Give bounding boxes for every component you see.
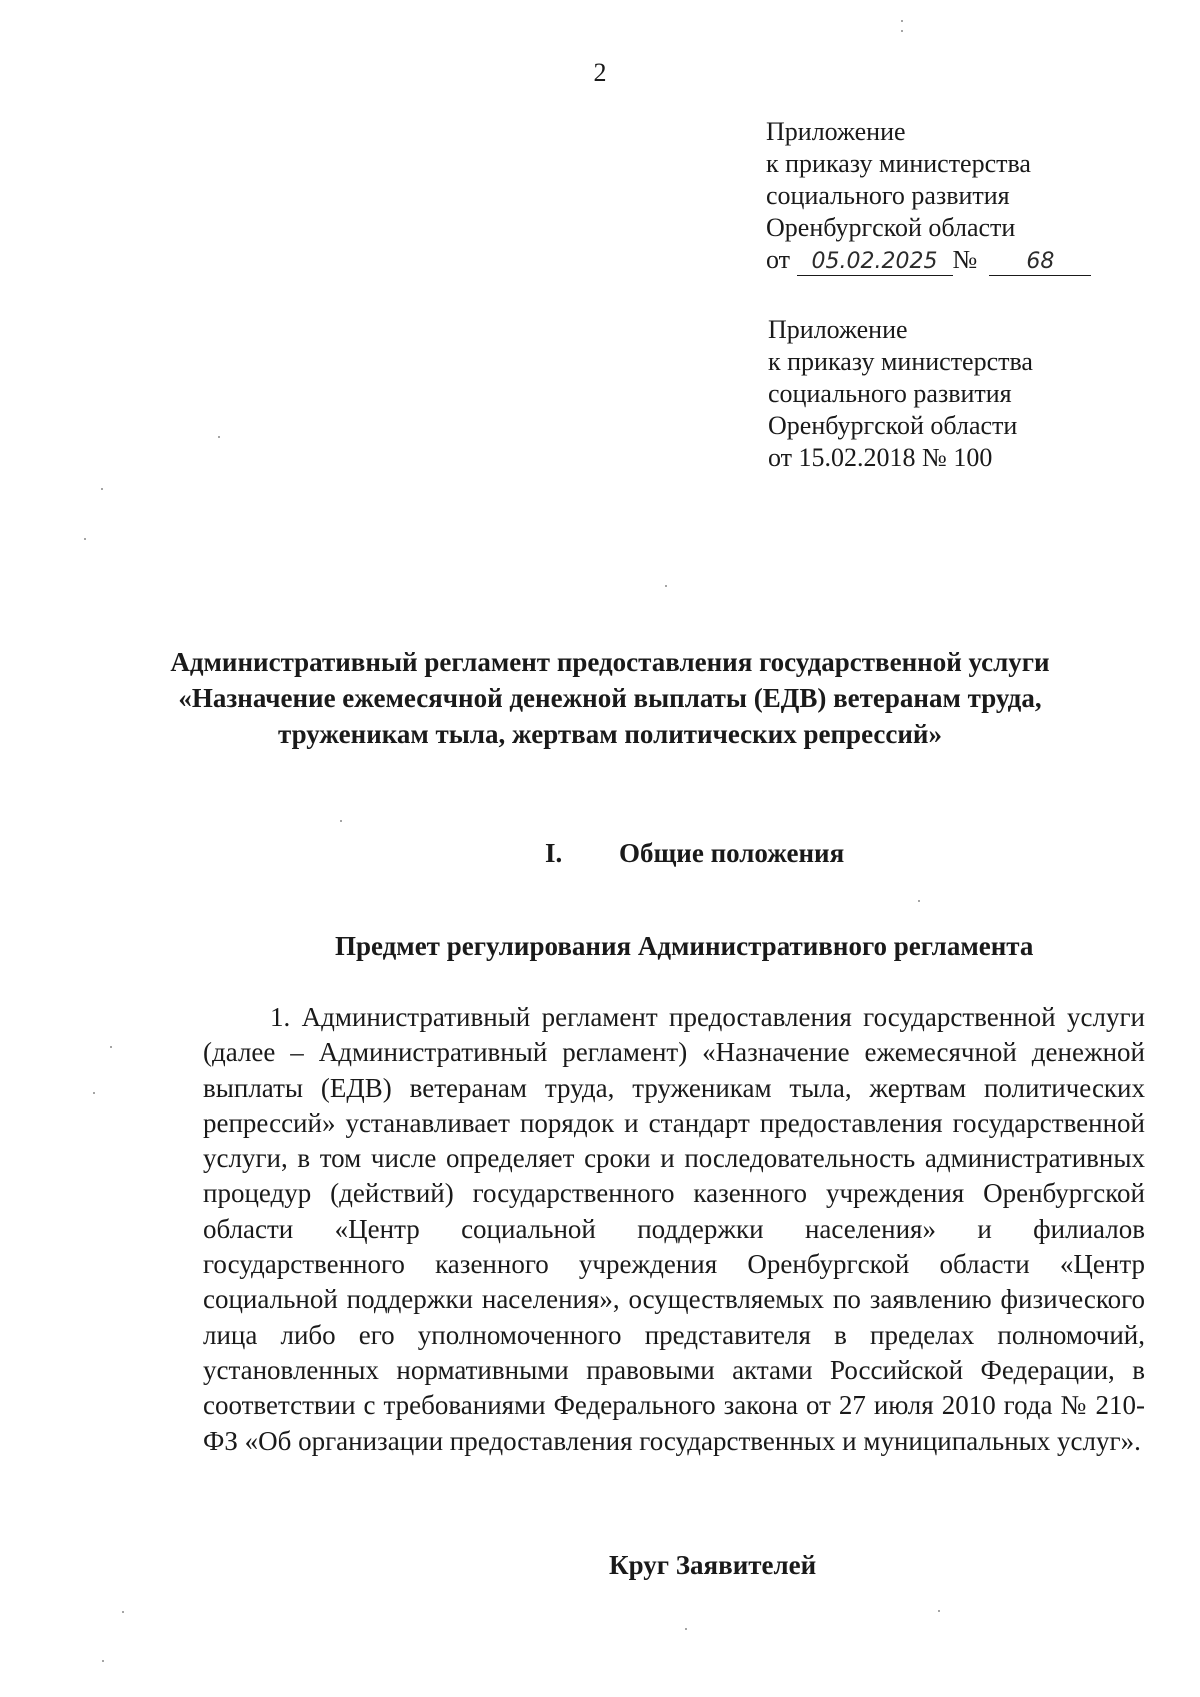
appendix-line: Приложение — [766, 117, 906, 146]
appendix-line: от 15.02.2018 № 100 — [768, 443, 993, 472]
number-sign: № — [952, 245, 978, 274]
appendix-line: Оренбургской области — [766, 213, 1016, 242]
subheading-applicants: Круг Заявителей — [609, 1550, 817, 1580]
section-title: Общие положения — [619, 838, 845, 868]
appendix-line: социального развития — [768, 379, 1012, 408]
appendix-line: к приказу министерства — [768, 347, 1033, 376]
date-prefix: от — [766, 245, 791, 274]
subheading: Предмет регулирования Административного регламента — [335, 931, 1034, 961]
handwritten-number: 68 — [1026, 249, 1055, 274]
appendix-line: социального развития — [766, 181, 1010, 210]
handwritten-date: 05.02.2025 — [811, 249, 938, 274]
appendix-date-line — [766, 244, 1091, 276]
appendix-current — [766, 116, 1091, 276]
page-number: 2 — [593, 58, 607, 87]
document-title — [150, 644, 1070, 752]
paragraph-1: 1. Административный регламент предоставления государственной услуги (далее – Административный регламент) «Назначение ежемесячной денежной выплаты (ЕДВ) ветеранам труда, труженикам тыла, жертвам политических репрессий» устанавливает порядок и стандарт предоставления государственной услуги, в том числе определяет сроки и последовательность административных процедур (действий) государственного казенного учреждения Оренбургской области «Центр социальной поддержки населения» и филиалов государственного казенного учреждения Оренбургской области «Центр социальной поддержки населения», осуществляемых по заявлению физического лица либо его уполномоченного представителя в пределах полномочий, установленных нормативными правовыми актами Российской Федерации, в соответствии с требованиями Федерального закона от 27 июля 2010 года № 210-ФЗ «Об организации предоставления государственных и муниципальных услуг». — [203, 1002, 1145, 1456]
appendix-line: к приказу министерства — [766, 149, 1031, 178]
number-field — [989, 247, 1091, 276]
title-line: труженикам тыла, жертвам политических репрессий» — [278, 719, 942, 749]
appendix-previous — [768, 314, 1033, 474]
title-line: Административный регламент предоставления государственной услуги — [170, 647, 1050, 677]
title-line: «Назначение ежемесячной денежной выплаты (ЕДВ) ветеранам труда, — [178, 683, 1042, 713]
date-field — [797, 247, 953, 276]
appendix-line: Оренбургской области — [768, 411, 1018, 440]
section-heading — [545, 838, 844, 869]
section-number: I. — [545, 838, 563, 868]
appendix-line: Приложение — [768, 315, 908, 344]
